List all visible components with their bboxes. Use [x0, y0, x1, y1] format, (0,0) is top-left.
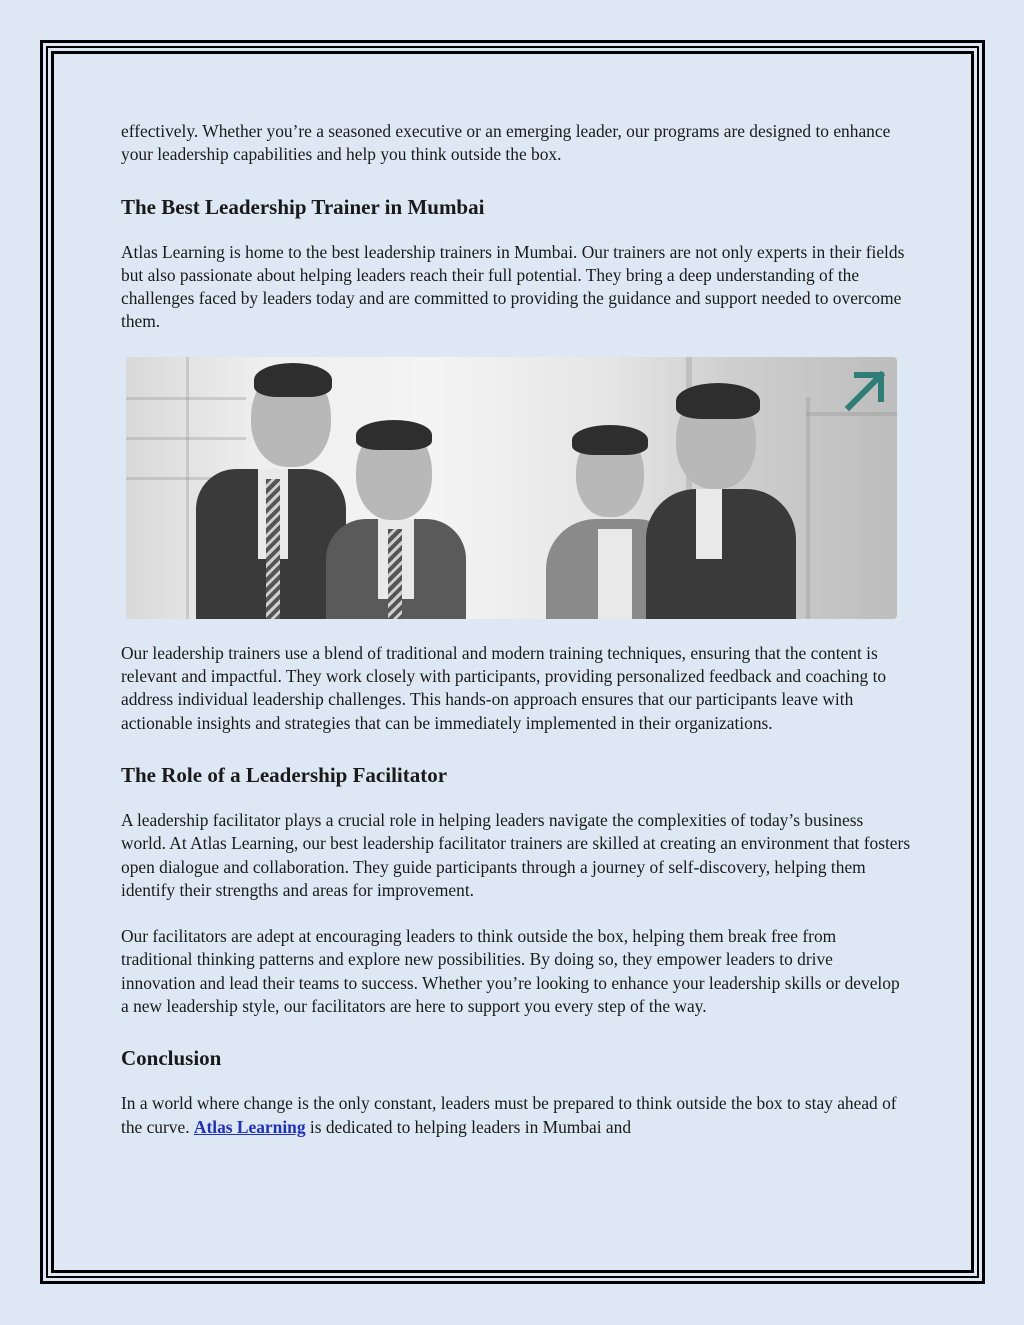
conclusion-paragraph — [121, 1092, 911, 1139]
team-photo — [126, 357, 897, 619]
atlas-learning-link[interactable]: Atlas Learning — [193, 1116, 306, 1137]
conclusion-text-start: In a world where change is the only constant, leaders must be prepared to think outside the box to stay ahead of the curve. — [121, 1093, 897, 1137]
document-body — [121, 120, 911, 1139]
intro-paragraph: effectively. Whether you’re a seasoned executive or an emerging leader, our programs are designed to enhance your leadership capabilities and help you think outside the box. — [121, 121, 891, 165]
trainer-paragraph: Atlas Learning is home to the best leadership trainers in Mumbai. Our trainers are not only experts in their fields but also passionate about helping leaders reach their full potential. They bring a deep understanding of the challenges faced by leaders today and are committed to providing the guidance and support needed to overcome them. — [121, 241, 905, 332]
person-center-left — [326, 424, 466, 619]
facilitator-paragraph: A leadership facilitator plays a crucial role in helping leaders navigate the complexities of today’s business world. At Atlas Learning, our best leadership facilitator trainers are skilled at creating an environment that fosters open dialogue and collaboration. They guide participants through a journey of self-discovery, helping them identify their strengths and areas for improvement. — [121, 809, 911, 900]
heading-conclusion: Conclusion — [121, 1046, 222, 1071]
heading-role: The Role of a Leadership Facilitator — [121, 762, 448, 787]
adept-paragraph: Our facilitators are adept at encouraging leaders to think outside the box, helping them break free from traditional thinking patterns and explore new possibilities. By doing so, they empower leaders to drive innovation and lead their teams to success. Whether you’re looking to enhance your leadership skills or develop a new leadership style, our facilitators are here to support you every step of the way. — [121, 926, 900, 1017]
arrow-up-right-icon — [843, 367, 889, 413]
person-left — [196, 357, 346, 619]
heading-best-trainer: The Best Leadership Trainer in Mumbai — [121, 194, 485, 219]
person-right — [636, 389, 796, 619]
blend-paragraph: Our leadership trainers use a blend of traditional and modern training techniques, ensuring that the content is relevant and impactful. They work closely with participants, providing personalized feedback and coaching to address individual leadership challenges. This hands-on approach ensures that our participants leave with actionable insights and strategies that can be immediately implemented in their organizations. — [121, 642, 887, 733]
conclusion-text-end: is dedicated to helping leaders in Mumbai and — [305, 1116, 632, 1137]
